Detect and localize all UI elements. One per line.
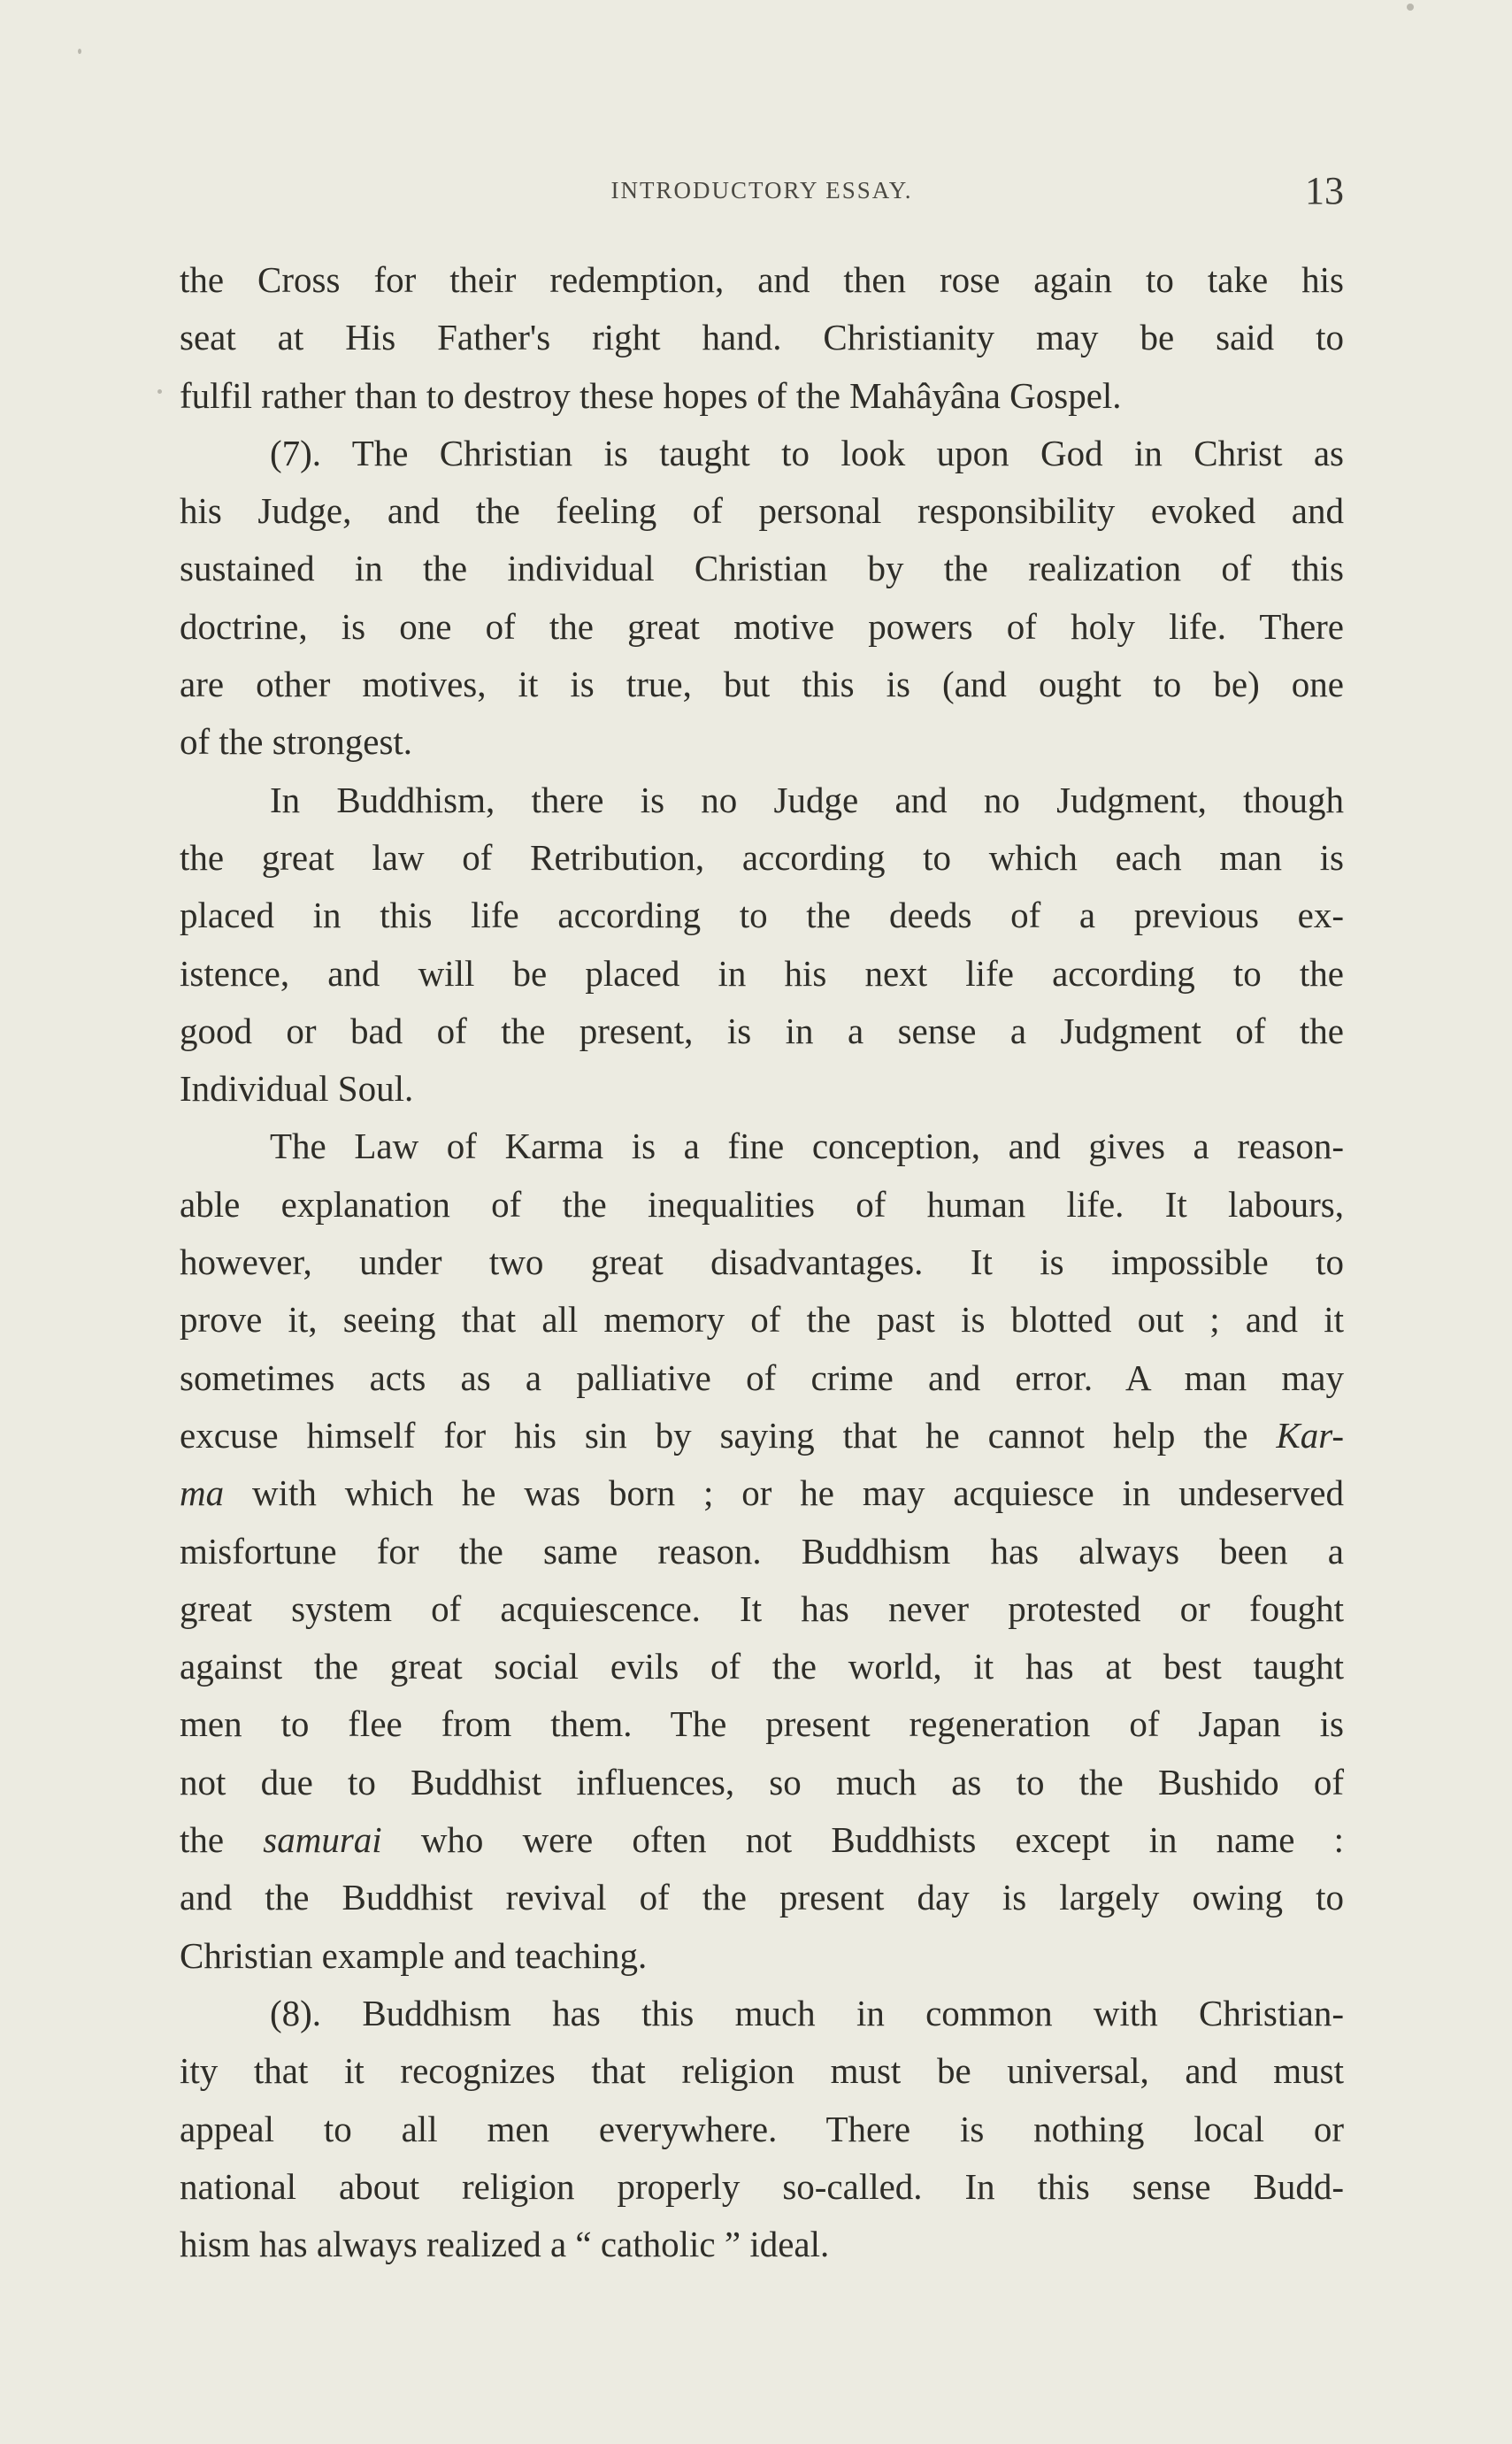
text-line xyxy=(180,1407,1344,1464)
text-segment: are other motives, it is true, but this is (and ought to be) one xyxy=(180,664,1344,705)
text-line xyxy=(180,1060,1344,1118)
text-segment: sustained in the individual Christian by the realization of this xyxy=(180,548,1344,589)
text-line xyxy=(180,1695,1344,1753)
page-body-text xyxy=(180,251,1344,2273)
text-line xyxy=(180,829,1344,887)
text-segment: hism has always realized a “ catholic ” ideal. xyxy=(180,2224,830,2265)
text-line xyxy=(180,1985,1344,2042)
text-segment: against the great social evils of the world, it has at best taught xyxy=(180,1646,1344,1687)
text-segment: In Buddhism, there is no Judge and no Judgment, though xyxy=(270,779,1344,820)
paper-speck xyxy=(78,49,81,54)
text-line xyxy=(180,1003,1344,1060)
text-line xyxy=(180,1754,1344,1811)
text-line xyxy=(180,887,1344,944)
text-segment: with which he was born ; or he may acquiesce in undeserved xyxy=(224,1472,1344,1514)
text-segment: who were often not Buddhists except in name : xyxy=(381,1819,1345,1861)
text-segment: the xyxy=(180,1819,264,1861)
text-line xyxy=(180,1811,1344,1869)
text-line xyxy=(180,1580,1344,1638)
text-line xyxy=(180,1291,1344,1349)
italic-text: samurai xyxy=(263,1819,382,1861)
text-line xyxy=(180,2216,1344,2273)
text-segment: placed in this life according to the deeds of a previous ex- xyxy=(180,895,1344,936)
text-line xyxy=(180,945,1344,1003)
text-line xyxy=(180,1464,1344,1522)
text-line xyxy=(180,1349,1344,1407)
text-line xyxy=(180,2101,1344,2158)
text-segment: sometimes acts as a palliative of crime and error. A man may xyxy=(180,1356,1344,1398)
text-segment: seat at His Father's right hand. Christianity may be said to xyxy=(180,317,1344,358)
text-segment: his Judge, and the feeling of personal responsibility evoked and xyxy=(180,490,1344,532)
text-segment: men to flee from them. The present regeneration of Japan is xyxy=(180,1703,1344,1745)
text-line xyxy=(180,1638,1344,1695)
text-segment: the Cross for their redemption, and then rose again to take his xyxy=(180,259,1344,300)
text-line xyxy=(180,2158,1344,2216)
text-line xyxy=(180,482,1344,540)
text-line xyxy=(180,367,1344,425)
text-line xyxy=(180,772,1344,829)
text-segment: however, under two great disadvantages. It is impossible to xyxy=(180,1241,1344,1283)
text-segment: great system of acquiescence. It has never protested or fought xyxy=(180,1587,1344,1629)
page-header xyxy=(180,168,1344,212)
italic-text: Kar- xyxy=(1276,1414,1344,1456)
text-segment: Individual Soul. xyxy=(180,1068,414,1110)
text-segment: appeal to all men everywhere. There is nothing local or xyxy=(180,2108,1344,2149)
text-line xyxy=(180,713,1344,771)
text-line xyxy=(180,1234,1344,1291)
text-segment: (8). Buddhism has this much in common with Christian- xyxy=(270,1992,1344,2033)
text-line xyxy=(180,1176,1344,1234)
text-segment: national about religion properly so-called. In this sense Budd- xyxy=(180,2165,1344,2207)
paper-speck xyxy=(1407,4,1414,11)
text-segment: fulfil rather than to destroy these hopes of the Mahâyâna Gospel. xyxy=(180,374,1122,416)
text-segment: not due to Buddhist influences, so much as to the Bushido of xyxy=(180,1761,1344,1802)
text-line xyxy=(180,251,1344,309)
text-line xyxy=(180,1927,1344,1985)
text-segment: misfortune for the same reason. Buddhism has always been a xyxy=(180,1530,1344,1572)
text-line xyxy=(180,540,1344,597)
text-line xyxy=(180,1118,1344,1175)
text-segment: Christian example and teaching. xyxy=(180,1934,648,1976)
text-line xyxy=(180,598,1344,656)
text-segment: able explanation of the inequalities of human life. It labours, xyxy=(180,1183,1344,1225)
text-segment: doctrine, is one of the great motive powers of holy life. There xyxy=(180,605,1344,647)
text-line xyxy=(180,656,1344,713)
text-segment: (7). The Christian is taught to look upon God in Christ as xyxy=(270,432,1344,473)
text-line xyxy=(180,1523,1344,1580)
text-line xyxy=(180,2042,1344,2100)
text-segment: ity that it recognizes that religion must be universal, and must xyxy=(180,2050,1344,2092)
text-segment: prove it, seeing that all memory of the past is blotted out ; and it xyxy=(180,1299,1344,1341)
running-head: INTRODUCTORY ESSAY. xyxy=(610,177,913,204)
text-segment: the great law of Retribution, according to which each man is xyxy=(180,836,1344,878)
text-segment: of the strongest. xyxy=(180,721,413,763)
text-segment: and the Buddhist revival of the present day is largely owing to xyxy=(180,1877,1344,1918)
text-line xyxy=(180,425,1344,482)
text-segment: excuse himself for his sin by saying that he cannot help the xyxy=(180,1414,1277,1456)
text-segment: good or bad of the present, is in a sense a Judgment of the xyxy=(180,1010,1344,1051)
page-number: 13 xyxy=(1305,169,1344,212)
italic-text: ma xyxy=(180,1472,225,1514)
paper-speck xyxy=(157,389,162,394)
text-segment: istence, and will be placed in his next life according to the xyxy=(180,952,1344,994)
text-line xyxy=(180,309,1344,366)
text-segment: The Law of Karma is a fine conception, and gives a reason- xyxy=(270,1126,1344,1167)
text-line xyxy=(180,1869,1344,1926)
